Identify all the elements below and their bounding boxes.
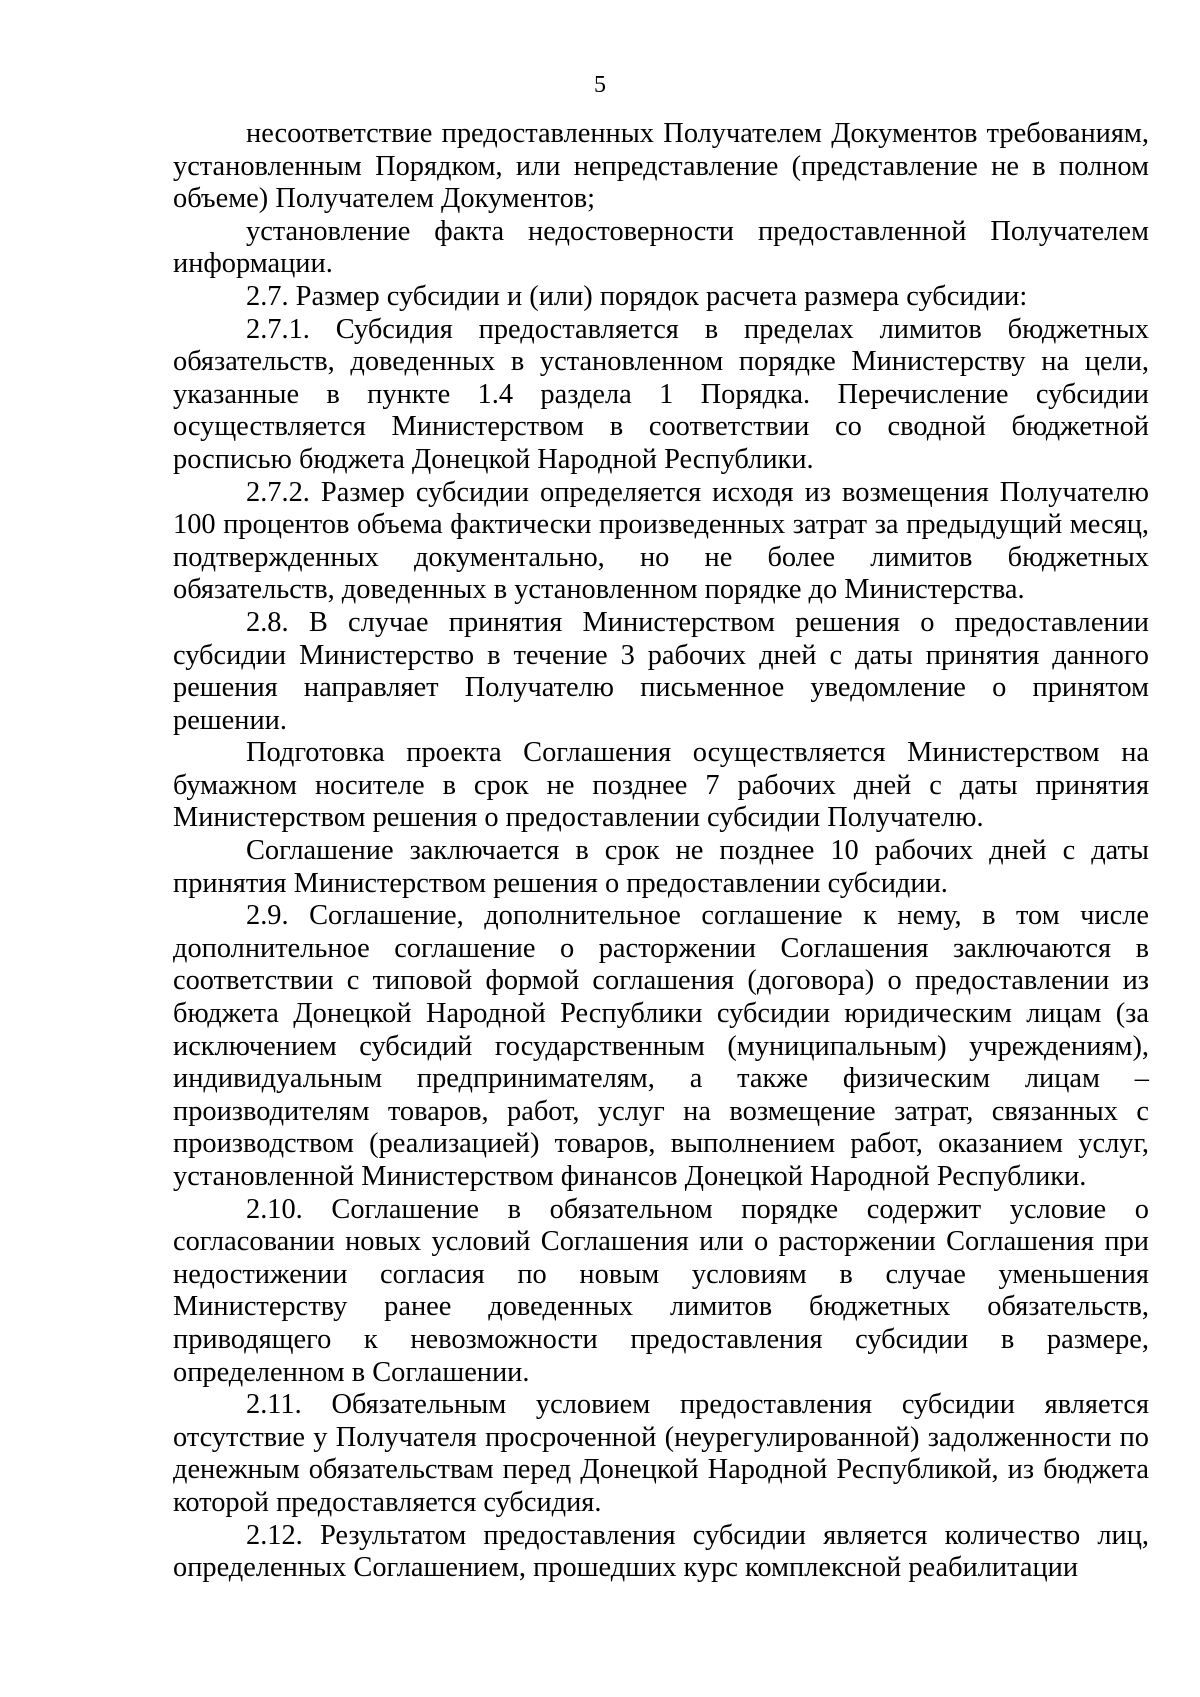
paragraph: Подготовка проекта Соглашения осуществляется Министерством на бумажном носителе в срок не позднее 7 рабочих дней с даты принятия Министерством решения о предоставлении субсидии Получателю. — [173, 737, 1149, 834]
paragraph: установление факта недостоверности предоставленной Получателем информации. — [173, 215, 1149, 280]
page-number: 5 — [594, 72, 606, 98]
paragraph: 2.7.2. Размер субсидии определяется исходя из возмещения Получателю 100 процентов объема фактически произведенных затрат за предыдущий месяц, подтвержденных документально, но не более лимитов бюджетных обязательств, доведенных в установленном порядке до Министерства. — [173, 476, 1149, 606]
paragraph: 2.12. Результатом предоставления субсидии является количество лиц, определенных Соглашением, прошедших курс комплексной реабилитации — [173, 1519, 1149, 1584]
paragraph: Соглашение заключается в срок не позднее 10 рабочих дней с даты принятия Министерством решения о предоставлении субсидии. — [173, 835, 1149, 899]
document-body — [173, 118, 1149, 1585]
paragraph: 2.9. Соглашение, дополнительное соглашение к нему, в том числе дополнительное соглашение о расторжении Соглашения заключаются в соответствии с типовой формой соглашения (договора) о предоставлении из бюджета Донецкой Народной Республики субсидии юридическим лицам (за исключением субсидий государственным (муниципальным) учреждениям), индивидуальным предпринимателям, а также физическим лицам – производителям товаров, работ, услуг на возмещение затрат, связанных с производством (реализацией) товаров, выполнением работ, оказанием услуг, установленной Министерством финансов Донецкой Народной Республики. — [173, 900, 1149, 1192]
paragraph: 2.8. В случае принятия Министерством решения о предоставлении субсидии Министерство в течение 3 рабочих дней с даты принятия данного решения направляет Получателю письменное уведомление о принятом решении. — [173, 606, 1149, 736]
paragraph: 2.7.1. Субсидия предоставляется в пределах лимитов бюджетных обязательств, доведенных в установленном порядке Министерству на цели, указанные в пункте 1.4 раздела 1 Порядка. Перечисление субсидии осуществляется Министерством в соответствии со сводной бюджетной росписью бюджета Донецкой Народной Республики. — [173, 313, 1149, 475]
paragraph: 2.7. Размер субсидии и (или) порядок расчета размера субсидии: — [246, 280, 1028, 312]
paragraph: 2.10. Соглашение в обязательном порядке содержит условие о согласовании новых условий Соглашения или о расторжении Соглашения при недостижении согласия по новым условиям в случае уменьшения Министерству ранее доведенных лимитов бюджетных обязательств, приводящего к невозможности предоставления субсидии в размере, определенном в Соглашении. — [173, 1193, 1149, 1388]
paragraph: 2.11. Обязательным условием предоставления субсидии является отсутствие у Получателя просроченной (неурегулированной) задолженности по денежным обязательствам перед Донецкой Народной Республикой, из бюджета которой предоставляется субсидия. — [173, 1389, 1149, 1518]
paragraph: несоответствие предоставленных Получателем Документов требованиям, установленным Порядком, или непредставление (представление не в полном объеме) Получателем Документов; — [173, 118, 1149, 215]
